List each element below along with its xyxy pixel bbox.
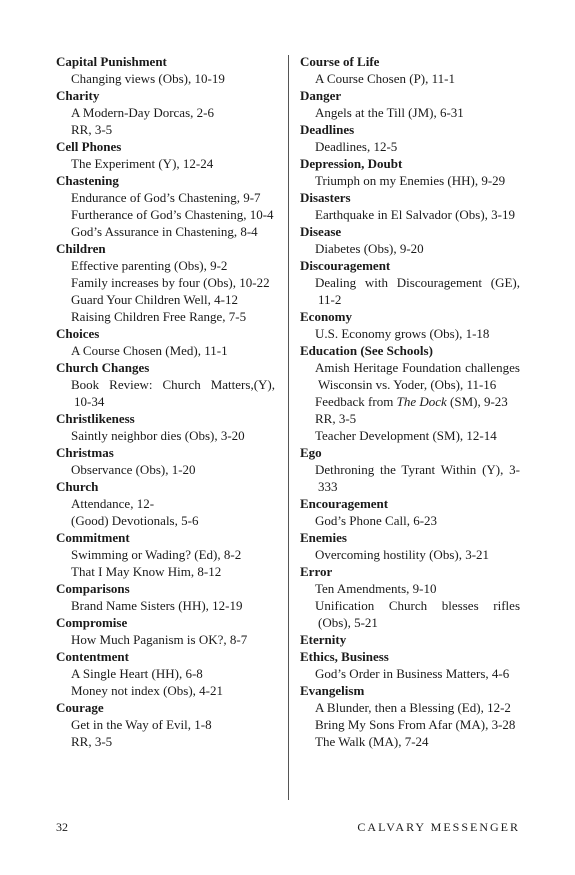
index-entry: A Course Chosen (Med), 11-1 <box>71 343 228 358</box>
index-entry: God’s Phone Call, 6-23 <box>315 513 438 528</box>
index-heading: Encouragement <box>300 496 389 511</box>
index-heading: Charity <box>56 88 100 103</box>
index-entry: The Walk (MA), 7-24 <box>315 734 429 749</box>
index-heading: Church Changes <box>56 360 150 375</box>
index-entry: RR, 3-5 <box>315 411 357 426</box>
index-heading: Cell Phones <box>56 139 122 154</box>
index-heading: Church <box>56 479 99 494</box>
index-heading: Compromise <box>56 615 128 630</box>
index-entry: Amish Heritage Foundation challenges Wisconsin vs. Yoder, (Obs), 11-16 <box>315 360 520 392</box>
index-heading: Economy <box>300 309 352 324</box>
index-heading: Chastening <box>56 173 119 188</box>
index-column-right <box>300 53 520 750</box>
index-entry: Raising Children Free Range, 7-5 <box>71 309 247 324</box>
index-entry: Furtherance of God’s Chastening, 10-4 <box>71 207 274 222</box>
index-entry: That I May Know Him, 8-12 <box>71 564 222 579</box>
index-entry: Book Review: Church Matters,(Y), 10-34 <box>71 377 275 409</box>
index-heading: Ego <box>300 445 322 460</box>
index-entry: Dethroning the Tyrant Within (Y), 3-333 <box>315 462 520 494</box>
index-entry: Guard Your Children Well, 4-12 <box>71 292 238 307</box>
index-heading: Capital Punishment <box>56 54 167 69</box>
index-entry: The Experiment (Y), 12-24 <box>71 156 214 171</box>
index-entry: Diabetes (Obs), 9-20 <box>315 241 424 256</box>
index-heading: Course of Life <box>300 54 380 69</box>
index-entry: Unification Church blesses rifles (Obs), 5-21 <box>315 598 520 630</box>
index-entry: Brand Name Sisters (HH), 12-19 <box>71 598 243 613</box>
index-column-left <box>56 53 275 750</box>
index-entry: Family increases by four (Obs), 10-22 <box>71 275 270 290</box>
index-heading: Comparisons <box>56 581 130 596</box>
index-heading: Christmas <box>56 445 114 460</box>
index-heading: Disease <box>300 224 342 239</box>
index-entry: Teacher Development (SM), 12-14 <box>315 428 497 443</box>
index-entry: A Single Heart (HH), 6-8 <box>71 666 203 681</box>
index-heading: Evangelism <box>300 683 365 698</box>
index-entry: Saintly neighbor dies (Obs), 3-20 <box>71 428 245 443</box>
index-entry: (Good) Devotionals, 5-6 <box>71 513 199 528</box>
index-entry: Overcoming hostility (Obs), 3-21 <box>315 547 490 562</box>
index-entry: Money not index (Obs), 4-21 <box>71 683 224 698</box>
index-heading: Danger <box>300 88 342 103</box>
index-heading: Children <box>56 241 106 256</box>
index-heading: Contentment <box>56 649 129 664</box>
page-number: 32 <box>56 820 68 834</box>
index-entry: Dealing with Discouragement (GE), 11-2 <box>315 275 520 307</box>
index-heading: Error <box>300 564 333 579</box>
index-entry: U.S. Economy grows (Obs), 1-18 <box>315 326 490 341</box>
index-heading: Education (See Schools) <box>300 343 433 358</box>
index-heading: Enemies <box>300 530 347 545</box>
index-heading: Ethics, Business <box>300 649 389 664</box>
index-heading: Discouragement <box>300 258 391 273</box>
index-entry: Feedback from The Dock (SM), 9-23 <box>315 394 508 409</box>
index-entry: Deadlines, 12-5 <box>315 139 398 154</box>
running-title: CALVARY MESSENGER <box>357 820 520 834</box>
index-entry: Observance (Obs), 1-20 <box>71 462 196 477</box>
index-entry: Endurance of God’s Chastening, 9-7 <box>71 190 261 205</box>
index-entry: Earthquake in El Salvador (Obs), 3-19 <box>315 207 516 222</box>
index-heading: Disasters <box>300 190 351 205</box>
index-entry: Ten Amendments, 9-10 <box>315 581 437 596</box>
index-entry: Bring My Sons From Afar (MA), 3-28 <box>315 717 516 732</box>
index-entry: RR, 3-5 <box>71 122 113 137</box>
index-entry: Triumph on my Enemies (HH), 9-29 <box>315 173 506 188</box>
index-heading: Courage <box>56 700 104 715</box>
index-entry: RR, 3-5 <box>71 734 113 749</box>
index-heading: Commitment <box>56 530 130 545</box>
index-heading: Depression, Doubt <box>300 156 403 171</box>
index-entry: God’s Assurance in Chastening, 8-4 <box>71 224 258 239</box>
index-entry: A Course Chosen (P), 11-1 <box>315 71 455 86</box>
index-entry: Changing views (Obs), 10-19 <box>71 71 225 86</box>
column-divider <box>288 55 289 800</box>
index-entry: Get in the Way of Evil, 1-8 <box>71 717 212 732</box>
index-entry: Swimming or Wading? (Ed), 8-2 <box>71 547 242 562</box>
index-entry: Effective parenting (Obs), 9-2 <box>71 258 228 273</box>
index-entry: Attendance, 12- <box>71 496 155 511</box>
index-heading: Choices <box>56 326 100 341</box>
index-entry: A Modern-Day Dorcas, 2-6 <box>71 105 214 120</box>
index-entry: Angels at the Till (JM), 6-31 <box>315 105 464 120</box>
index-entry: How Much Paganism is OK?, 8-7 <box>71 632 248 647</box>
index-heading: Deadlines <box>300 122 355 137</box>
index-heading: Eternity <box>300 632 347 647</box>
index-entry: A Blunder, then a Blessing (Ed), 12-2 <box>315 700 511 715</box>
index-heading: Christlikeness <box>56 411 135 426</box>
index-entry: God’s Order in Business Matters, 4-6 <box>315 666 510 681</box>
